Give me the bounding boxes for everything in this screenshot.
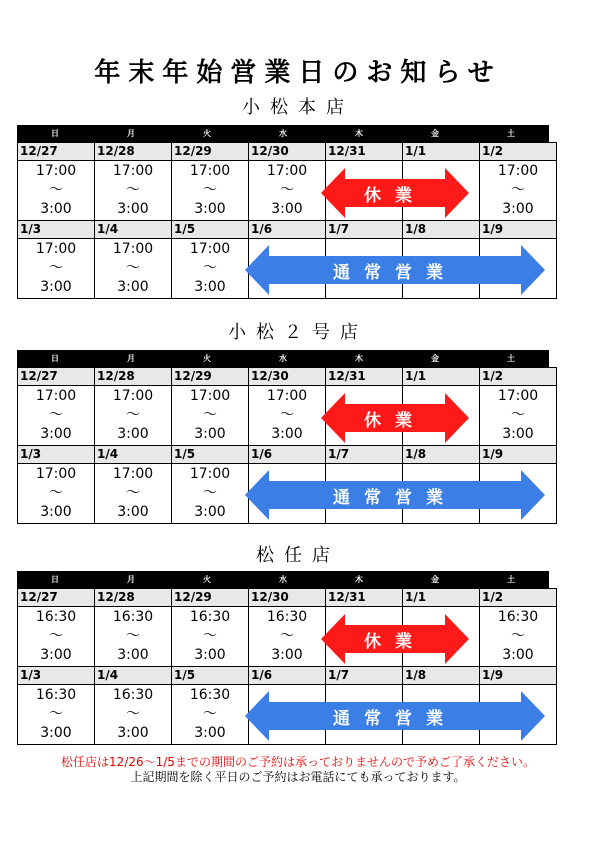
date-label: 1/9 — [480, 667, 556, 685]
business-hours — [249, 608, 325, 665]
date-label: 1/9 — [480, 221, 556, 239]
hours-open: 17:00 — [497, 388, 539, 404]
hours-open: 16:30 — [35, 687, 77, 703]
weekday-header — [17, 125, 549, 142]
day-cell — [18, 368, 95, 446]
weekday-label: 月 — [127, 354, 135, 363]
date-label: 12/28 — [95, 368, 171, 386]
business-hours — [18, 465, 94, 522]
hours-open: 17:00 — [112, 163, 154, 179]
store-name: 小松２号店 — [228, 322, 368, 343]
day-cell — [249, 143, 326, 221]
hours-close: 3:00 — [194, 725, 226, 741]
business-hours — [95, 162, 171, 219]
business-hours — [480, 608, 556, 665]
day-cell — [95, 221, 172, 299]
day-cell — [172, 143, 249, 221]
day-cell — [18, 143, 95, 221]
hours-close: 3:00 — [40, 647, 72, 663]
closed-arrow — [321, 393, 469, 443]
hours-tilde: 〜 — [126, 260, 140, 276]
store-name: 松任店 — [256, 545, 340, 566]
hours-close: 3:00 — [117, 725, 149, 741]
hours-close: 3:00 — [117, 504, 149, 520]
weekday-label: 日 — [51, 354, 59, 363]
day-cell — [480, 589, 557, 667]
date-label: 12/30 — [249, 368, 325, 386]
business-hours — [172, 387, 248, 444]
date-label: 1/1 — [403, 368, 479, 386]
hours-close: 3:00 — [271, 647, 303, 663]
hours-close: 3:00 — [40, 725, 72, 741]
open-arrow — [245, 691, 545, 741]
business-hours — [18, 608, 94, 665]
business-hours — [249, 162, 325, 219]
open-arrow — [245, 245, 545, 295]
business-hours — [95, 240, 171, 297]
date-label: 12/28 — [95, 143, 171, 161]
day-cell — [172, 368, 249, 446]
open-arrow — [245, 470, 545, 520]
weekday-label: 火 — [203, 354, 211, 363]
day-cell — [172, 446, 249, 524]
weekday-label: 日 — [51, 129, 59, 138]
date-label: 12/30 — [249, 143, 325, 161]
day-cell — [249, 589, 326, 667]
notice-black: 上記期間を除く平日のご予約はお電話にても承っております。 — [130, 770, 466, 784]
weekday-label: 火 — [203, 575, 211, 584]
date-label: 1/7 — [326, 446, 402, 464]
hours-open: 17:00 — [189, 241, 231, 257]
date-label: 12/27 — [18, 143, 94, 161]
hours-open: 16:30 — [189, 687, 231, 703]
business-hours — [95, 686, 171, 743]
day-cell — [18, 221, 95, 299]
hours-close: 3:00 — [194, 201, 226, 217]
date-label: 1/5 — [172, 221, 248, 239]
date-label: 1/4 — [95, 667, 171, 685]
business-hours — [18, 162, 94, 219]
hours-open: 16:30 — [112, 609, 154, 625]
hours-tilde: 〜 — [203, 706, 217, 722]
date-label: 1/2 — [480, 368, 556, 386]
date-label: 1/4 — [95, 446, 171, 464]
business-hours — [172, 686, 248, 743]
date-label: 1/7 — [326, 667, 402, 685]
date-label: 1/3 — [18, 221, 94, 239]
business-hours — [480, 162, 556, 219]
notice-red: 松任店は12/26〜1/5までの期間のご予約は承っておりませんので予めご了承ください。 — [61, 755, 535, 769]
day-cell — [18, 667, 95, 745]
hours-tilde: 〜 — [126, 706, 140, 722]
hours-close: 3:00 — [502, 426, 534, 442]
weekday-label: 月 — [127, 129, 135, 138]
date-label: 1/5 — [172, 446, 248, 464]
day-cell — [172, 221, 249, 299]
hours-open: 16:30 — [112, 687, 154, 703]
date-label: 1/6 — [249, 667, 325, 685]
business-hours — [172, 608, 248, 665]
date-label: 1/2 — [480, 143, 556, 161]
weekday-label: 木 — [355, 354, 363, 363]
date-label: 12/29 — [172, 589, 248, 607]
closed-arrow — [321, 168, 469, 218]
weekday-label: 土 — [507, 575, 515, 584]
weekday-label: 金 — [431, 575, 439, 584]
store-name: 小松本店 — [242, 97, 354, 118]
hours-open: 17:00 — [35, 241, 77, 257]
hours-open: 17:00 — [189, 163, 231, 179]
hours-open: 17:00 — [35, 388, 77, 404]
hours-tilde: 〜 — [280, 182, 294, 198]
date-label: 12/29 — [172, 143, 248, 161]
hours-tilde: 〜 — [511, 628, 525, 644]
hours-close: 3:00 — [117, 647, 149, 663]
business-hours — [249, 387, 325, 444]
hours-open: 16:30 — [35, 609, 77, 625]
weekday-header — [17, 350, 549, 367]
open-label: 通常営業 — [333, 488, 457, 508]
date-label: 1/5 — [172, 667, 248, 685]
day-cell — [95, 143, 172, 221]
open-label: 通常営業 — [333, 263, 457, 283]
business-hours — [480, 387, 556, 444]
hours-close: 3:00 — [502, 647, 534, 663]
business-hours — [95, 465, 171, 522]
page-title: 年末年始営業日のお知らせ — [94, 58, 502, 88]
weekday-label: 金 — [431, 129, 439, 138]
day-cell — [249, 368, 326, 446]
weekday-label: 土 — [507, 129, 515, 138]
hours-close: 3:00 — [117, 279, 149, 295]
weekday-label: 金 — [431, 354, 439, 363]
date-label: 1/6 — [249, 221, 325, 239]
date-label: 12/27 — [18, 589, 94, 607]
hours-close: 3:00 — [194, 504, 226, 520]
hours-tilde: 〜 — [203, 485, 217, 501]
date-label: 1/4 — [95, 221, 171, 239]
date-label: 1/8 — [403, 221, 479, 239]
date-label: 1/9 — [480, 446, 556, 464]
business-hours — [95, 387, 171, 444]
date-label: 1/3 — [18, 667, 94, 685]
day-cell — [480, 143, 557, 221]
hours-open: 17:00 — [266, 388, 308, 404]
hours-close: 3:00 — [271, 426, 303, 442]
hours-tilde: 〜 — [49, 485, 63, 501]
hours-close: 3:00 — [271, 201, 303, 217]
hours-tilde: 〜 — [126, 407, 140, 423]
open-label: 通常営業 — [333, 709, 457, 729]
hours-open: 16:30 — [189, 609, 231, 625]
hours-tilde: 〜 — [49, 706, 63, 722]
hours-tilde: 〜 — [280, 628, 294, 644]
weekday-label: 土 — [507, 354, 515, 363]
date-label: 1/8 — [403, 446, 479, 464]
hours-tilde: 〜 — [49, 260, 63, 276]
date-label: 1/8 — [403, 667, 479, 685]
date-label: 1/1 — [403, 143, 479, 161]
hours-open: 17:00 — [189, 466, 231, 482]
weekday-label: 水 — [279, 575, 287, 584]
hours-close: 3:00 — [40, 504, 72, 520]
hours-open: 17:00 — [35, 466, 77, 482]
date-label: 1/7 — [326, 221, 402, 239]
business-hours — [172, 465, 248, 522]
hours-tilde: 〜 — [203, 182, 217, 198]
hours-close: 3:00 — [117, 426, 149, 442]
weekday-label: 木 — [355, 575, 363, 584]
date-label: 1/3 — [18, 446, 94, 464]
date-label: 12/31 — [326, 589, 402, 607]
weekday-label: 日 — [51, 575, 59, 584]
hours-close: 3:00 — [40, 201, 72, 217]
weekday-label: 水 — [279, 129, 287, 138]
business-hours — [172, 240, 248, 297]
date-label: 12/27 — [18, 368, 94, 386]
hours-open: 16:30 — [497, 609, 539, 625]
closed-label: 休業 — [364, 186, 426, 206]
day-cell — [172, 589, 249, 667]
business-hours — [172, 162, 248, 219]
hours-close: 3:00 — [194, 279, 226, 295]
hours-close: 3:00 — [502, 201, 534, 217]
day-cell — [95, 368, 172, 446]
date-label: 1/6 — [249, 446, 325, 464]
hours-open: 17:00 — [112, 388, 154, 404]
date-label: 12/30 — [249, 589, 325, 607]
hours-tilde: 〜 — [280, 407, 294, 423]
day-cell — [95, 667, 172, 745]
date-label: 12/29 — [172, 368, 248, 386]
weekday-label: 木 — [355, 129, 363, 138]
hours-tilde: 〜 — [511, 182, 525, 198]
hours-tilde: 〜 — [49, 182, 63, 198]
hours-close: 3:00 — [194, 647, 226, 663]
hours-close: 3:00 — [117, 201, 149, 217]
business-hours — [18, 387, 94, 444]
weekday-label: 月 — [127, 575, 135, 584]
hours-tilde: 〜 — [126, 182, 140, 198]
hours-open: 17:00 — [112, 466, 154, 482]
date-label: 1/1 — [403, 589, 479, 607]
hours-open: 17:00 — [112, 241, 154, 257]
day-cell — [18, 446, 95, 524]
hours-close: 3:00 — [194, 426, 226, 442]
hours-open: 17:00 — [35, 163, 77, 179]
week-row — [18, 589, 557, 667]
closed-label: 休業 — [364, 632, 426, 652]
date-label: 12/28 — [95, 589, 171, 607]
day-cell — [95, 589, 172, 667]
hours-close: 3:00 — [40, 279, 72, 295]
day-cell — [95, 446, 172, 524]
hours-open: 16:30 — [266, 609, 308, 625]
date-label: 12/31 — [326, 368, 402, 386]
week-row — [18, 143, 557, 221]
weekday-label: 水 — [279, 354, 287, 363]
date-label: 12/31 — [326, 143, 402, 161]
business-hours — [18, 240, 94, 297]
hours-open: 17:00 — [189, 388, 231, 404]
day-cell — [172, 667, 249, 745]
hours-tilde: 〜 — [126, 485, 140, 501]
weekday-header — [17, 571, 549, 588]
hours-tilde: 〜 — [49, 407, 63, 423]
hours-tilde: 〜 — [126, 628, 140, 644]
hours-tilde: 〜 — [203, 628, 217, 644]
hours-open: 17:00 — [266, 163, 308, 179]
day-cell — [480, 368, 557, 446]
hours-open: 17:00 — [497, 163, 539, 179]
business-hours — [95, 608, 171, 665]
hours-tilde: 〜 — [49, 628, 63, 644]
hours-tilde: 〜 — [203, 407, 217, 423]
business-hours — [18, 686, 94, 743]
week-row — [18, 368, 557, 446]
hours-tilde: 〜 — [203, 260, 217, 276]
date-label: 1/2 — [480, 589, 556, 607]
day-cell — [18, 589, 95, 667]
weekday-label: 火 — [203, 129, 211, 138]
closed-arrow — [321, 614, 469, 664]
closed-label: 休業 — [364, 411, 426, 431]
hours-close: 3:00 — [40, 426, 72, 442]
hours-tilde: 〜 — [511, 407, 525, 423]
